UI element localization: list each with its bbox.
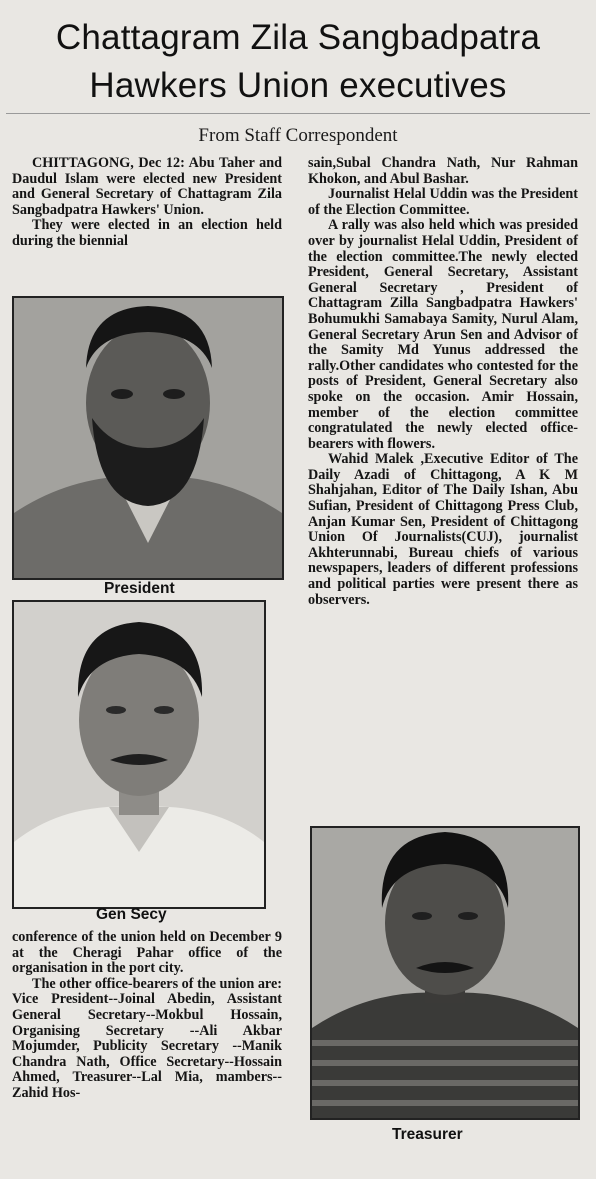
caption-treasurer: Treasurer [392, 1126, 463, 1143]
caption-president: President [104, 580, 175, 597]
column-2 [308, 156, 578, 608]
paragraph: The other office-bearers of the union are: Vice President--Joinal Abedin, Assistant General Secretary--Mokbul Hossain, Organising Secretary --Ali Akbar Mojumder, Publicity Secretary --Manik Chandra Nath, Office Secretary--Hossain Ahmed, Treasurer--Lal Mia, mambers-- Zahid Hos- [12, 975, 282, 1101]
paragraph: sain,Subal Chandra Nath, Nur Rahman Khokon, and Abul Bashar. [308, 155, 578, 187]
paragraph: Journalist Helal Uddin was the President of the Election Committee. [308, 186, 578, 218]
paragraph: They were elected in an election held during the biennial [12, 217, 282, 249]
byline: From Staff Correspondent [198, 125, 398, 146]
headline-line-2: Hawkers Union executives [89, 66, 507, 105]
headline-line-1: Chattagram Zila Sangbadpatra [55, 18, 541, 57]
column-1-bottom [12, 930, 282, 1102]
paragraph: CHITTAGONG, Dec 12: Abu Taher and Daudul Islam were elected new President and General Secretary of Chattagram Zila Sangbadpatra Hawkers' Union. [12, 155, 282, 218]
gen-secy-photo [12, 600, 266, 909]
divider [6, 113, 590, 114]
caption-gen-secy: Gen Secy [96, 906, 167, 923]
paragraph: conference of the union held on December 9 at the Cheragi Pahar office of the organisation in the port city. [12, 929, 282, 977]
treasurer-photo [310, 826, 580, 1120]
column-1-top [12, 156, 282, 250]
president-photo [12, 296, 284, 580]
headline [0, 14, 596, 110]
paragraph: Wahid Malek ,Executive Editor of The Daily Azadi of Chittagong, A K M Shahjahan, Editor of The Daily Ishan, Abu Sufian, President of Chittagong Press Club, Anjan Kumar Sen, President of Chittagong Union Of Journalists(CUJ), journalist Akhterunnabi, Bureau chiefs of various newspapers, leaders of different professions and political parties were present there as observers. [308, 451, 578, 608]
paragraph: A rally was also held which was presided over by journalist Helal Uddin, President of the election committee.The newly elected President, General Secretary, Assistant General Secretary , President of Chattagram Zilla Sangbadpatra Hawkers' Bohumukhi Samabaya Samity, Nurul Alam, General Secretary Arun Sen and Advisor of the Samity Md Yunus addressed the rally.Other candidates who contested for the posts of President, General Secretary also spoke on the occasion. Amir Hossain, member of the election committee congratulated the newly elected office-bearers with flowers. [308, 217, 578, 452]
